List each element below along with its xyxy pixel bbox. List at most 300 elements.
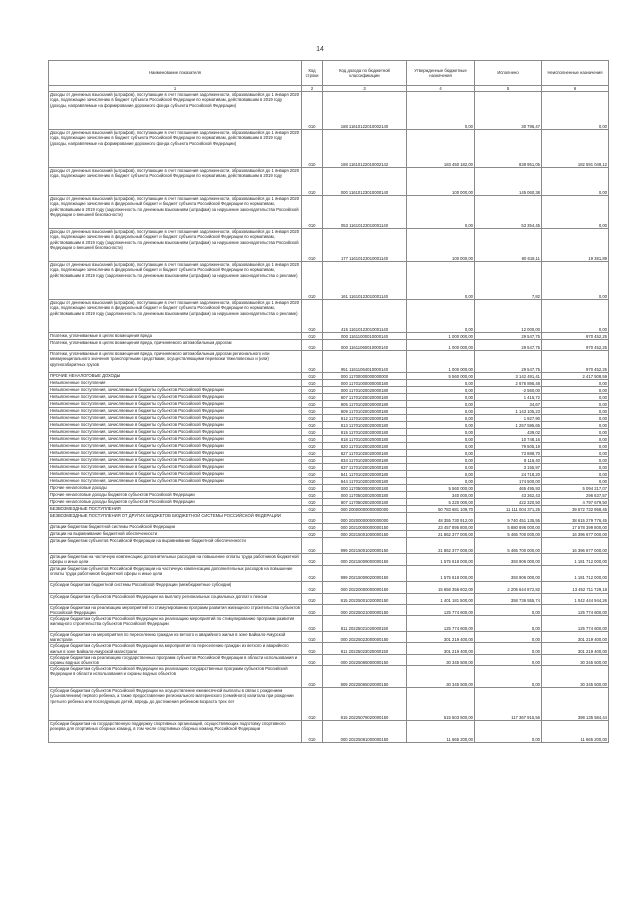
- row-class-code: 813 11701020020000180: [323, 422, 407, 429]
- row-class-code: 053 11610123010001140: [323, 196, 407, 229]
- row-executed: 0,00: [475, 604, 542, 615]
- row-line-code: 010: [302, 351, 323, 373]
- row-approved: 183 450 182,00: [407, 130, 475, 168]
- row-name: Невыясненные поступления, зачисляемые в бюджеты субъектов Российской Федерации: [49, 415, 302, 422]
- row-approved: 301 219 400,00: [407, 643, 475, 654]
- row-approved: 1 000 000,00: [407, 351, 475, 373]
- row-unexecuted: 0,00: [542, 457, 609, 464]
- row-executed: 29 547,75: [475, 340, 542, 351]
- budget-execution-table: [48, 60, 609, 743]
- table-row: [49, 666, 609, 688]
- row-name: Субсидии бюджетам на реализацию мероприятий по стимулированию программ развития жилищного строительства субъектов Российской Федерации: [50, 604, 300, 615]
- header-number: 4: [407, 86, 475, 92]
- row-executed: 145 060,38: [475, 168, 542, 196]
- header-line-code: Код строки: [302, 61, 323, 86]
- table-row: [49, 422, 609, 429]
- row-executed: 0,00: [475, 632, 542, 643]
- row-name: Субсидии бюджетам субъектов Российской Федерации на мероприятия по переселению граждан из ветхого и аварийного жилья в зоне Байкало-Амурской магистрали: [49, 643, 302, 654]
- row-name: Невыясненные поступления, зачисляемые в бюджеты субъектов Российской Федерации: [49, 401, 302, 408]
- row-executed: 3 155,97: [475, 464, 542, 471]
- row-name: Субсидии бюджетам субъектов Российской Федерации на выплату региональных социальных доплат к пенсии: [49, 593, 302, 604]
- row-unexecuted: 1 181 712 000,00: [542, 565, 609, 581]
- header-number: 6: [542, 86, 609, 92]
- table-row: [49, 262, 609, 300]
- row-unexecuted: 398 135 584,44: [542, 688, 609, 721]
- row-class-code: 809 20225065020000150: [323, 666, 407, 688]
- row-class-code: 188 11610122010002140: [323, 92, 407, 130]
- table-row: [49, 513, 609, 524]
- row-name: Невыясненные поступления, зачисляемые в бюджеты субъектов Российской Федерации: [49, 429, 302, 436]
- page-number: 14: [316, 46, 324, 53]
- row-name: Невыясненные поступления, зачисляемые в бюджеты субъектов Российской Федерации: [49, 422, 302, 429]
- row-class-code: 000 20225021000000150: [323, 604, 407, 615]
- table-row: [49, 333, 609, 340]
- row-class-code: 000 20225081000000150: [323, 721, 407, 743]
- table-row: [49, 554, 609, 565]
- table-row: [49, 464, 609, 471]
- row-approved: 0,00: [407, 300, 475, 333]
- row-unexecuted: 1 042 444 944,26: [542, 593, 609, 604]
- row-executed: 8 116,40: [475, 457, 542, 464]
- row-executed: 393 906 000,00: [475, 565, 542, 581]
- row-approved: 125 774 600,00: [407, 616, 475, 632]
- table-row: [49, 471, 609, 478]
- row-class-code: 837 11701020020000180: [323, 464, 407, 471]
- table-row: [49, 499, 609, 506]
- row-class-code: 000 11705000000000180: [323, 485, 407, 492]
- row-line-code: 010: [302, 604, 323, 615]
- row-line-code: 010: [302, 394, 323, 401]
- row-approved: 0,00: [407, 415, 475, 422]
- row-unexecuted: 19 381,89: [542, 229, 609, 262]
- row-executed: 0,00: [475, 654, 542, 665]
- row-approved: 100 000,00: [407, 229, 475, 262]
- table-row: [49, 604, 609, 615]
- row-name: Невыясненные поступления, зачисляемые в бюджеты субъектов Российской Федерации: [49, 408, 302, 415]
- row-executed: 393 906 000,00: [475, 554, 542, 565]
- row-executed: 43 362,43: [475, 492, 542, 499]
- row-class-code: 818 11701020020000180: [323, 436, 407, 443]
- row-class-code: 000 11701020020000180: [323, 387, 407, 394]
- row-unexecuted: 0,00: [542, 401, 609, 408]
- row-class-code: 000 11611000010000140: [323, 333, 407, 340]
- row-class-code: 951 11611064010000140: [323, 351, 407, 373]
- table-row: [49, 168, 609, 196]
- row-unexecuted: 970 452,25: [542, 351, 609, 373]
- row-name: Невыясненные поступления, зачисляемые в бюджеты субъектов Российской Федерации: [49, 457, 302, 464]
- table-row: [49, 457, 609, 464]
- row-unexecuted: 0,00: [542, 415, 609, 422]
- row-line-code: 010: [302, 632, 323, 643]
- table-row: [49, 485, 609, 492]
- header-number: 2: [302, 86, 323, 92]
- row-executed: 2 676 895,48: [475, 380, 542, 387]
- row-unexecuted: 125 774 600,00: [542, 616, 609, 632]
- row-line-code: 010: [302, 643, 323, 654]
- row-class-code: 999 20215001020000150: [323, 538, 407, 554]
- row-line-code: 010: [302, 229, 323, 262]
- row-line-code: 010: [302, 513, 323, 524]
- row-approved: 0,00: [407, 429, 475, 436]
- table-row: [49, 373, 609, 380]
- table-row: [49, 351, 609, 373]
- row-line-code: 010: [302, 666, 323, 688]
- table-row: [49, 443, 609, 450]
- row-name: Доходы от денежных взысканий (штрафов), поступающие в счет погашения задолженности, образовавшейся до 1 января 2020 года, подлежащие зачислению в федеральный бюджет и бюджет субъекта Российской Федерации по нормативам, действовавшим в 2019 году (задолженность по денежным взысканиям (штрафам) за нарушение законодательства Российской Федерации о внешней безопасности): [49, 196, 302, 229]
- row-class-code: 000 20200000000000000: [323, 513, 407, 524]
- row-approved: 1 575 618 000,00: [407, 554, 475, 565]
- row-executed: 0,00: [475, 666, 542, 688]
- row-name: Платежи, уплачиваемые в целях возмещения вреда, причиняемого автомобильным дорогам регионального или межмуниципального значения транспортными средствами, осуществляющими перевозки тяжеловесных и (или) крупногабаритных грузов: [49, 351, 302, 373]
- row-name: Невыясненные поступления: [49, 380, 302, 387]
- row-line-code: 010: [302, 373, 323, 380]
- header-number: 5: [475, 86, 542, 92]
- row-class-code: 000 11700000000000000: [323, 373, 407, 380]
- row-line-code: 010: [302, 464, 323, 471]
- row-name: Субсидии бюджетам бюджетной системы Российской Федерации (межбюджетные субсидии): [49, 581, 302, 593]
- row-class-code: 000 20225023000000150: [323, 632, 407, 643]
- row-approved: 48 355 730 912,00: [407, 513, 475, 524]
- row-executed: 12 000,00: [475, 300, 542, 333]
- row-class-code: 000 20000000000000000: [323, 506, 407, 513]
- table-row: [49, 565, 609, 581]
- row-executed: 2 205 644 872,82: [475, 581, 542, 593]
- row-line-code: 010: [302, 485, 323, 492]
- header-executed: Исполнено: [475, 61, 542, 86]
- row-executed: 34,67: [475, 401, 542, 408]
- row-unexecuted: 0,00: [542, 300, 609, 333]
- row-class-code: 841 11701020020000180: [323, 471, 407, 478]
- table-row: [49, 593, 609, 604]
- row-approved: 0,00: [407, 380, 475, 387]
- row-name: Прочие неналоговые доходы бюджетов субъектов Российской Федерации: [49, 492, 302, 499]
- row-executed: 3 142 491,41: [475, 373, 542, 380]
- row-approved: 1 401 181 500,00: [407, 593, 475, 604]
- row-unexecuted: 0,00: [542, 408, 609, 415]
- row-executed: 73 888,70: [475, 450, 542, 457]
- row-approved: 0,00: [407, 92, 475, 130]
- row-line-code: 010: [302, 300, 323, 333]
- row-executed: 117 367 915,56: [475, 688, 542, 721]
- row-unexecuted: 0,00: [542, 478, 609, 485]
- row-executed: 29 547,75: [475, 351, 542, 373]
- row-unexecuted: 5 094 217,07: [542, 485, 609, 492]
- row-unexecuted: 11 665 200,00: [542, 721, 609, 743]
- row-class-code: 815 11701020020000180: [323, 429, 407, 436]
- row-executed: 422 320,50: [475, 499, 542, 506]
- row-executed: 29 547,75: [475, 333, 542, 340]
- table-row: [49, 415, 609, 422]
- row-executed: 358 736 555,74: [475, 593, 542, 604]
- row-line-code: 010: [302, 721, 323, 743]
- row-approved: 125 774 600,00: [407, 604, 475, 615]
- row-class-code: 177 11610123010001140: [323, 229, 407, 262]
- row-approved: 0,00: [407, 262, 475, 300]
- row-class-code: 000 11611060010000140: [323, 340, 407, 351]
- row-unexecuted: 38 615 279 776,45: [542, 513, 609, 524]
- row-line-code: 010: [302, 387, 323, 394]
- row-unexecuted: 296 637,57: [542, 492, 609, 499]
- row-approved: 0,00: [407, 443, 475, 450]
- row-executed: 1 927,90: [475, 415, 542, 422]
- table-row: [49, 616, 609, 632]
- row-unexecuted: 16 396 677 000,00: [542, 538, 609, 554]
- row-line-code: 010: [302, 262, 323, 300]
- row-name: Невыясненные поступления, зачисляемые в бюджеты субъектов Российской Федерации: [49, 464, 302, 471]
- table-row: [49, 429, 609, 436]
- row-approved: 0,00: [407, 422, 475, 429]
- row-unexecuted: 0,00: [542, 443, 609, 450]
- row-class-code: 815 20225001020000150: [323, 593, 407, 604]
- row-class-code: 809 11701020020000180: [323, 408, 407, 415]
- table-body: [49, 92, 609, 743]
- row-unexecuted: 0,00: [542, 394, 609, 401]
- header-unexecuted: Неисполненные назначения: [542, 61, 609, 86]
- table-row: [49, 196, 609, 229]
- row-unexecuted: 0,00: [542, 92, 609, 130]
- row-name: Дотации бюджетам субъектов Российской Федерации на выравнивание бюджетной обеспеченности: [49, 538, 302, 554]
- row-executed: 1 143 105,23: [475, 408, 542, 415]
- table-row: [49, 531, 609, 538]
- row-executed: 30 796,47: [475, 92, 542, 130]
- row-approved: 0,00: [407, 450, 475, 457]
- row-unexecuted: 4 797 679,50: [542, 499, 609, 506]
- row-approved: 0,00: [407, 457, 475, 464]
- row-class-code: 000 11705020020000180: [323, 492, 407, 499]
- row-line-code: 010: [302, 593, 323, 604]
- row-executed: 5 465 700 000,00: [475, 531, 542, 538]
- row-line-code: 010: [302, 380, 323, 387]
- row-name: Невыясненные поступления, зачисляемые в бюджеты субъектов Российской Федерации: [49, 450, 302, 457]
- row-class-code: 000 20210000000000150: [323, 524, 407, 531]
- row-line-code: 010: [302, 457, 323, 464]
- row-line-code: 010: [302, 168, 323, 196]
- table-row: [49, 721, 609, 743]
- row-executed: 1 415,72: [475, 394, 542, 401]
- header-class-code: Код дохода по бюджетной классификации: [323, 61, 407, 86]
- row-name: ПРОЧИЕ НЕНАЛОГОВЫЕ ДОХОДЫ: [49, 373, 302, 380]
- row-class-code: 844 11701020020000180: [323, 478, 407, 485]
- table-row: [49, 654, 609, 665]
- row-executed: 0,00: [475, 616, 542, 632]
- row-unexecuted: 0,00: [542, 436, 609, 443]
- row-line-code: 010: [302, 436, 323, 443]
- row-unexecuted: 1 181 712 000,00: [542, 554, 609, 565]
- row-unexecuted: 0,00: [542, 196, 609, 229]
- row-executed: -2 560,00: [475, 387, 542, 394]
- row-approved: 0,00: [407, 394, 475, 401]
- row-name: Невыясненные поступления, зачисляемые в бюджеты субъектов Российской Федерации: [49, 394, 302, 401]
- row-executed: 5 465 700 000,00: [475, 538, 542, 554]
- row-name: Дотации бюджетам на частичную компенсацию дополнительных расходов на повышение оплаты труда работников бюджетной сферы и иные цели: [49, 554, 302, 565]
- row-executed: 53 354,45: [475, 196, 542, 229]
- row-executed: 0,00: [475, 721, 542, 743]
- row-line-code: 010: [302, 415, 323, 422]
- row-name: Субсидии бюджетам на государственную поддержку спортивных организаций, осуществляющих подготовку спортивного резерва для спортивных сборных команд, в том числе спортивных сборных команд Российской Федерации: [49, 721, 302, 743]
- table-row: [49, 538, 609, 554]
- row-unexecuted: 970 452,25: [542, 333, 609, 340]
- header-name: Наименование показателя: [49, 61, 302, 86]
- row-approved: 301 219 400,00: [407, 632, 475, 643]
- table-row: [49, 401, 609, 408]
- row-name: Субсидии бюджетам субъектов Российской Федерации на осуществление ежемесячной выплаты в связи с рождением (усыновлением) первого ребенка, а также предоставление регионального материнского (семейного) капитала при рождении третьего ребенка или последующих детей, впредь до достижения ребенком возраста трех лет: [49, 688, 302, 721]
- table-row: [49, 436, 609, 443]
- row-name: Доходы от денежных взысканий (штрафов), поступающие в счет погашения задолженности, образовавшейся до 1 января 2020 года, подлежащие зачислению в федеральный бюджет и бюджет субъекта Российской Федерации по нормативам, действовавшим в 2019 году (задолженность по денежным взысканиям (штрафам) за нарушение законодательства о рекламе): [49, 300, 302, 333]
- row-line-code: 010: [302, 471, 323, 478]
- header-row: [49, 61, 609, 86]
- row-class-code: 812 11701020020000180: [323, 415, 407, 422]
- row-approved: 0,00: [407, 387, 475, 394]
- row-line-code: 010: [302, 581, 323, 593]
- row-line-code: 010: [302, 478, 323, 485]
- row-executed: 439,02: [475, 429, 542, 436]
- row-unexecuted: 17 578 399 800,00: [542, 524, 609, 531]
- row-line-code: 010: [302, 401, 323, 408]
- row-approved: 0,00: [407, 401, 475, 408]
- row-class-code: 000 20215009000000150: [323, 554, 407, 565]
- row-approved: 11 665 200,00: [407, 721, 475, 743]
- row-approved: 340 000,00: [407, 492, 475, 499]
- row-class-code: 000 20225065000000150: [323, 654, 407, 665]
- row-executed: 10 748,16: [475, 436, 542, 443]
- row-executed: 1 257 595,65: [475, 422, 542, 429]
- row-approved: 50 783 681 109,70: [407, 506, 475, 513]
- row-approved: 0,00: [407, 196, 475, 229]
- row-name: Дотации бюджетам субъектов Российской Федерации на частичную компенсацию дополнительных расходов на повышение оплаты труда работников бюджетной сферы и иные цели: [49, 565, 302, 581]
- row-approved: 21 862 377 000,00: [407, 538, 475, 554]
- row-executed: 24 718,20: [475, 471, 542, 478]
- row-unexecuted: 182 591 049,12: [542, 130, 609, 168]
- row-class-code: 000 11610123010000140: [323, 168, 407, 196]
- row-name: Субсидии бюджетам субъектов Российской Федерации на реализацию мероприятий по стимулированию программ развития жилищного строительства субъектов Российской Федерации: [49, 616, 302, 632]
- row-executed: 465 495,93: [475, 485, 542, 492]
- row-line-code: 010: [302, 443, 323, 450]
- row-unexecuted: 0,00: [542, 464, 609, 471]
- table-row: [49, 632, 609, 643]
- row-name: Доходы от денежных взысканий (штрафов), поступающие в счет погашения задолженности, образовавшейся до 1 января 2020 года, подлежащие зачислению в бюджет субъекта Российской Федерации по нормативам, действовавшим в 2019 году (доходы, направляемые на формирование дорожного фонда субъекта Российской Федерации): [49, 92, 302, 130]
- row-name: Субсидии бюджетам субъектов Российской Федерации на реализацию государственных программ субъектов Российской Федерации в области использования и охраны водных объектов: [49, 666, 302, 688]
- row-line-code: 010: [302, 531, 323, 538]
- row-class-code: 815 20225078020000150: [323, 688, 407, 721]
- header-number: 1: [49, 86, 302, 92]
- row-line-code: 010: [302, 499, 323, 506]
- table-row: [49, 450, 609, 457]
- header-number: 3: [323, 86, 407, 92]
- row-line-code: 010: [302, 538, 323, 554]
- row-executed: 174 500,00: [475, 478, 542, 485]
- row-class-code: 161 11610123010001140: [323, 262, 407, 300]
- row-unexecuted: 13 452 711 729,18: [542, 581, 609, 593]
- row-approved: 30 345 500,00: [407, 666, 475, 688]
- table-row: [49, 130, 609, 168]
- row-name: Невыясненные поступления, зачисляемые в бюджеты субъектов Российской Федерации: [49, 478, 302, 485]
- row-approved: 1 000 000,00: [407, 333, 475, 340]
- row-unexecuted: 0,00: [542, 387, 609, 394]
- row-executed: 80 618,11: [475, 229, 542, 262]
- row-name: Субсидии бюджетам на мероприятия по переселению граждан из ветхого и аварийного жилья в зоне Байкало-Амурской магистрали: [49, 632, 302, 643]
- row-class-code: 999 20215009020000150: [323, 565, 407, 581]
- row-name: Дотации бюджетам бюджетной системы Российской Федерации: [49, 524, 302, 531]
- row-line-code: 010: [302, 554, 323, 565]
- row-approved: 5 220 000,00: [407, 499, 475, 506]
- row-line-code: 010: [302, 565, 323, 581]
- row-executed: 9 740 451 135,55: [475, 513, 542, 524]
- row-class-code: 188 11610122010002142: [323, 130, 407, 168]
- table-row: [49, 387, 609, 394]
- row-name: БЕЗВОЗМЕЗДНЫЕ ПОСТУПЛЕНИЯ: [49, 506, 302, 513]
- row-unexecuted: 0,00: [542, 429, 609, 436]
- row-approved: 0,00: [407, 471, 475, 478]
- row-unexecuted: 0,00: [542, 422, 609, 429]
- row-class-code: 827 11701020020000180: [323, 450, 407, 457]
- table-row: [49, 340, 609, 351]
- table-row: [49, 581, 609, 593]
- row-name: Платежи, уплачиваемые в целях возмещения вреда, причиняемого автомобильным дорогам: [49, 340, 302, 351]
- row-unexecuted: 0,00: [542, 168, 609, 196]
- row-unexecuted: 301 219 400,00: [542, 643, 609, 654]
- table-row: [49, 506, 609, 513]
- row-name: БЕЗВОЗМЕЗДНЫЕ ПОСТУПЛЕНИЯ ОТ ДРУГИХ БЮДЖЕТОВ БЮДЖЕТНОЙ СИСТЕМЫ РОССИЙСКОЙ ФЕДЕРАЦИИ: [49, 513, 302, 524]
- row-unexecuted: 0,00: [542, 471, 609, 478]
- row-approved: 1 575 618 000,00: [407, 565, 475, 581]
- row-executed: 0,00: [475, 643, 542, 654]
- row-unexecuted: 0,00: [542, 450, 609, 457]
- row-class-code: 807 11701020020000180: [323, 394, 407, 401]
- table-row: [49, 394, 609, 401]
- row-approved: 100 000,00: [407, 168, 475, 196]
- row-approved: 0,00: [407, 408, 475, 415]
- row-approved: 0,00: [407, 464, 475, 471]
- row-executed: 11 111 004 371,25: [475, 506, 542, 513]
- row-class-code: 000 20215001000000150: [323, 531, 407, 538]
- row-approved: 5 560 000,00: [407, 485, 475, 492]
- row-unexecuted: 125 774 600,00: [542, 604, 609, 615]
- row-line-code: 010: [302, 196, 323, 229]
- row-unexecuted: 30 345 500,00: [542, 654, 609, 665]
- row-executed: 838 951,05: [475, 130, 542, 168]
- row-approved: 23 457 895 800,00: [407, 524, 475, 531]
- row-name: Доходы от денежных взысканий (штрафов), поступающие в счет погашения задолженности, образовавшейся до 1 января 2020 года, подлежащие зачислению в бюджет субъекта Российской Федерации по нормативам, действовавшим в 2019 году (доходы, направляемые на формирование дорожного фонда субъекта Российской Федерации): [49, 130, 302, 168]
- row-class-code: 811 20225021020000150: [323, 616, 407, 632]
- row-approved: 21 862 377 000,00: [407, 531, 475, 538]
- table-row: [49, 524, 609, 531]
- row-line-code: 010: [302, 688, 323, 721]
- row-unexecuted: 39 672 732 958,45: [542, 506, 609, 513]
- row-executed: 7,82: [475, 262, 542, 300]
- row-name: Невыясненные поступления, зачисляемые в бюджеты субъектов Российской Федерации: [49, 443, 302, 450]
- row-approved: 515 503 500,00: [407, 688, 475, 721]
- row-line-code: 010: [302, 506, 323, 513]
- table-row: [49, 408, 609, 415]
- row-class-code: 834 11701020020000180: [323, 457, 407, 464]
- table-row: [49, 688, 609, 721]
- row-name: Прочие неналоговые доходы: [49, 485, 302, 492]
- row-class-code: 415 11610123010001140: [323, 300, 407, 333]
- row-approved: 0,00: [407, 478, 475, 485]
- row-approved: 5 560 000,00: [407, 373, 475, 380]
- row-approved: 0,00: [407, 436, 475, 443]
- row-name: Субсидии бюджетам на реализацию государственных программ субъектов Российской Федерации в области использования и охраны водных объектов: [49, 654, 302, 665]
- row-name: Невыясненные поступления, зачисляемые в бюджеты субъектов Российской Федерации: [49, 471, 302, 478]
- row-class-code: 805 11701020020000180: [323, 401, 407, 408]
- row-name: Платежи, уплачиваемые в целях возмещения вреда: [49, 333, 302, 340]
- row-name: Прочие неналоговые доходы бюджетов субъектов Российской Федерации: [49, 499, 302, 506]
- row-name: Дотации на выравнивание бюджетной обеспеченности: [49, 531, 302, 538]
- row-name: Доходы от денежных взысканий (штрафов), поступающие в счет погашения задолженности, образовавшейся до 1 января 2020 года, подлежащие зачислению в бюджет субъекта Российской Федерации по нормативам, действовавшим в 2019 году: [49, 168, 302, 196]
- row-line-code: 010: [302, 450, 323, 457]
- row-class-code: 811 20225023020000150: [323, 643, 407, 654]
- row-class-code: 000 20220000000000150: [323, 581, 407, 593]
